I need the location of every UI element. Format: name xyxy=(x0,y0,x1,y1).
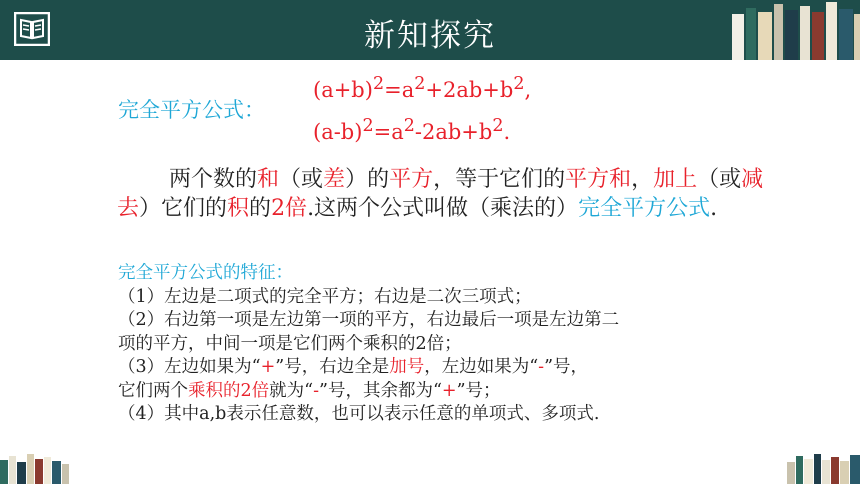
feature-item-2b: 项的平方，中间一项是它们两个乘积的2倍； xyxy=(118,333,462,354)
feature-item-2a: （2）右边第一项是左边第一项的平方，右边最后一项是左边第二 xyxy=(118,310,620,330)
feature-item-1: （1）左边是二项式的完全平方；右边是二次三项式； xyxy=(118,286,532,307)
features-title: 完全平方公式的特征： xyxy=(118,263,293,283)
page-title: 新知探究 xyxy=(364,18,496,54)
books-decoration-bottom-right xyxy=(785,452,860,484)
feature-item-3a: （3）左边如果为“+”号，右边全是加号，左边如果为“-”号， xyxy=(118,357,589,377)
feature-item-4: （4）其中a,b表示任意数，也可以表示任意的单项式、多项式. xyxy=(118,404,600,424)
feature-item-3b: 它们两个乘积的2倍就为“-”号，其余都为“+”号； xyxy=(118,380,501,401)
header-bar xyxy=(0,0,860,60)
books-decoration-bottom-left xyxy=(0,452,70,484)
books-decoration-top xyxy=(730,0,860,60)
features-list xyxy=(118,262,758,427)
definition-paragraph: 两个数的和（或差）的平方，等于它们的平方和，加上（或减去）它们的积的2倍.这两个公式叫做（乘法的）完全平方公式. xyxy=(117,167,764,221)
formula-label: 完全平方公式： xyxy=(118,98,265,122)
formula-difference-square: $(a-b)^2=a^2-2ab+b^2$. xyxy=(313,116,511,144)
formula-sum-square: $(a+b)^2=a^2+2ab+b^2$, xyxy=(313,74,532,102)
